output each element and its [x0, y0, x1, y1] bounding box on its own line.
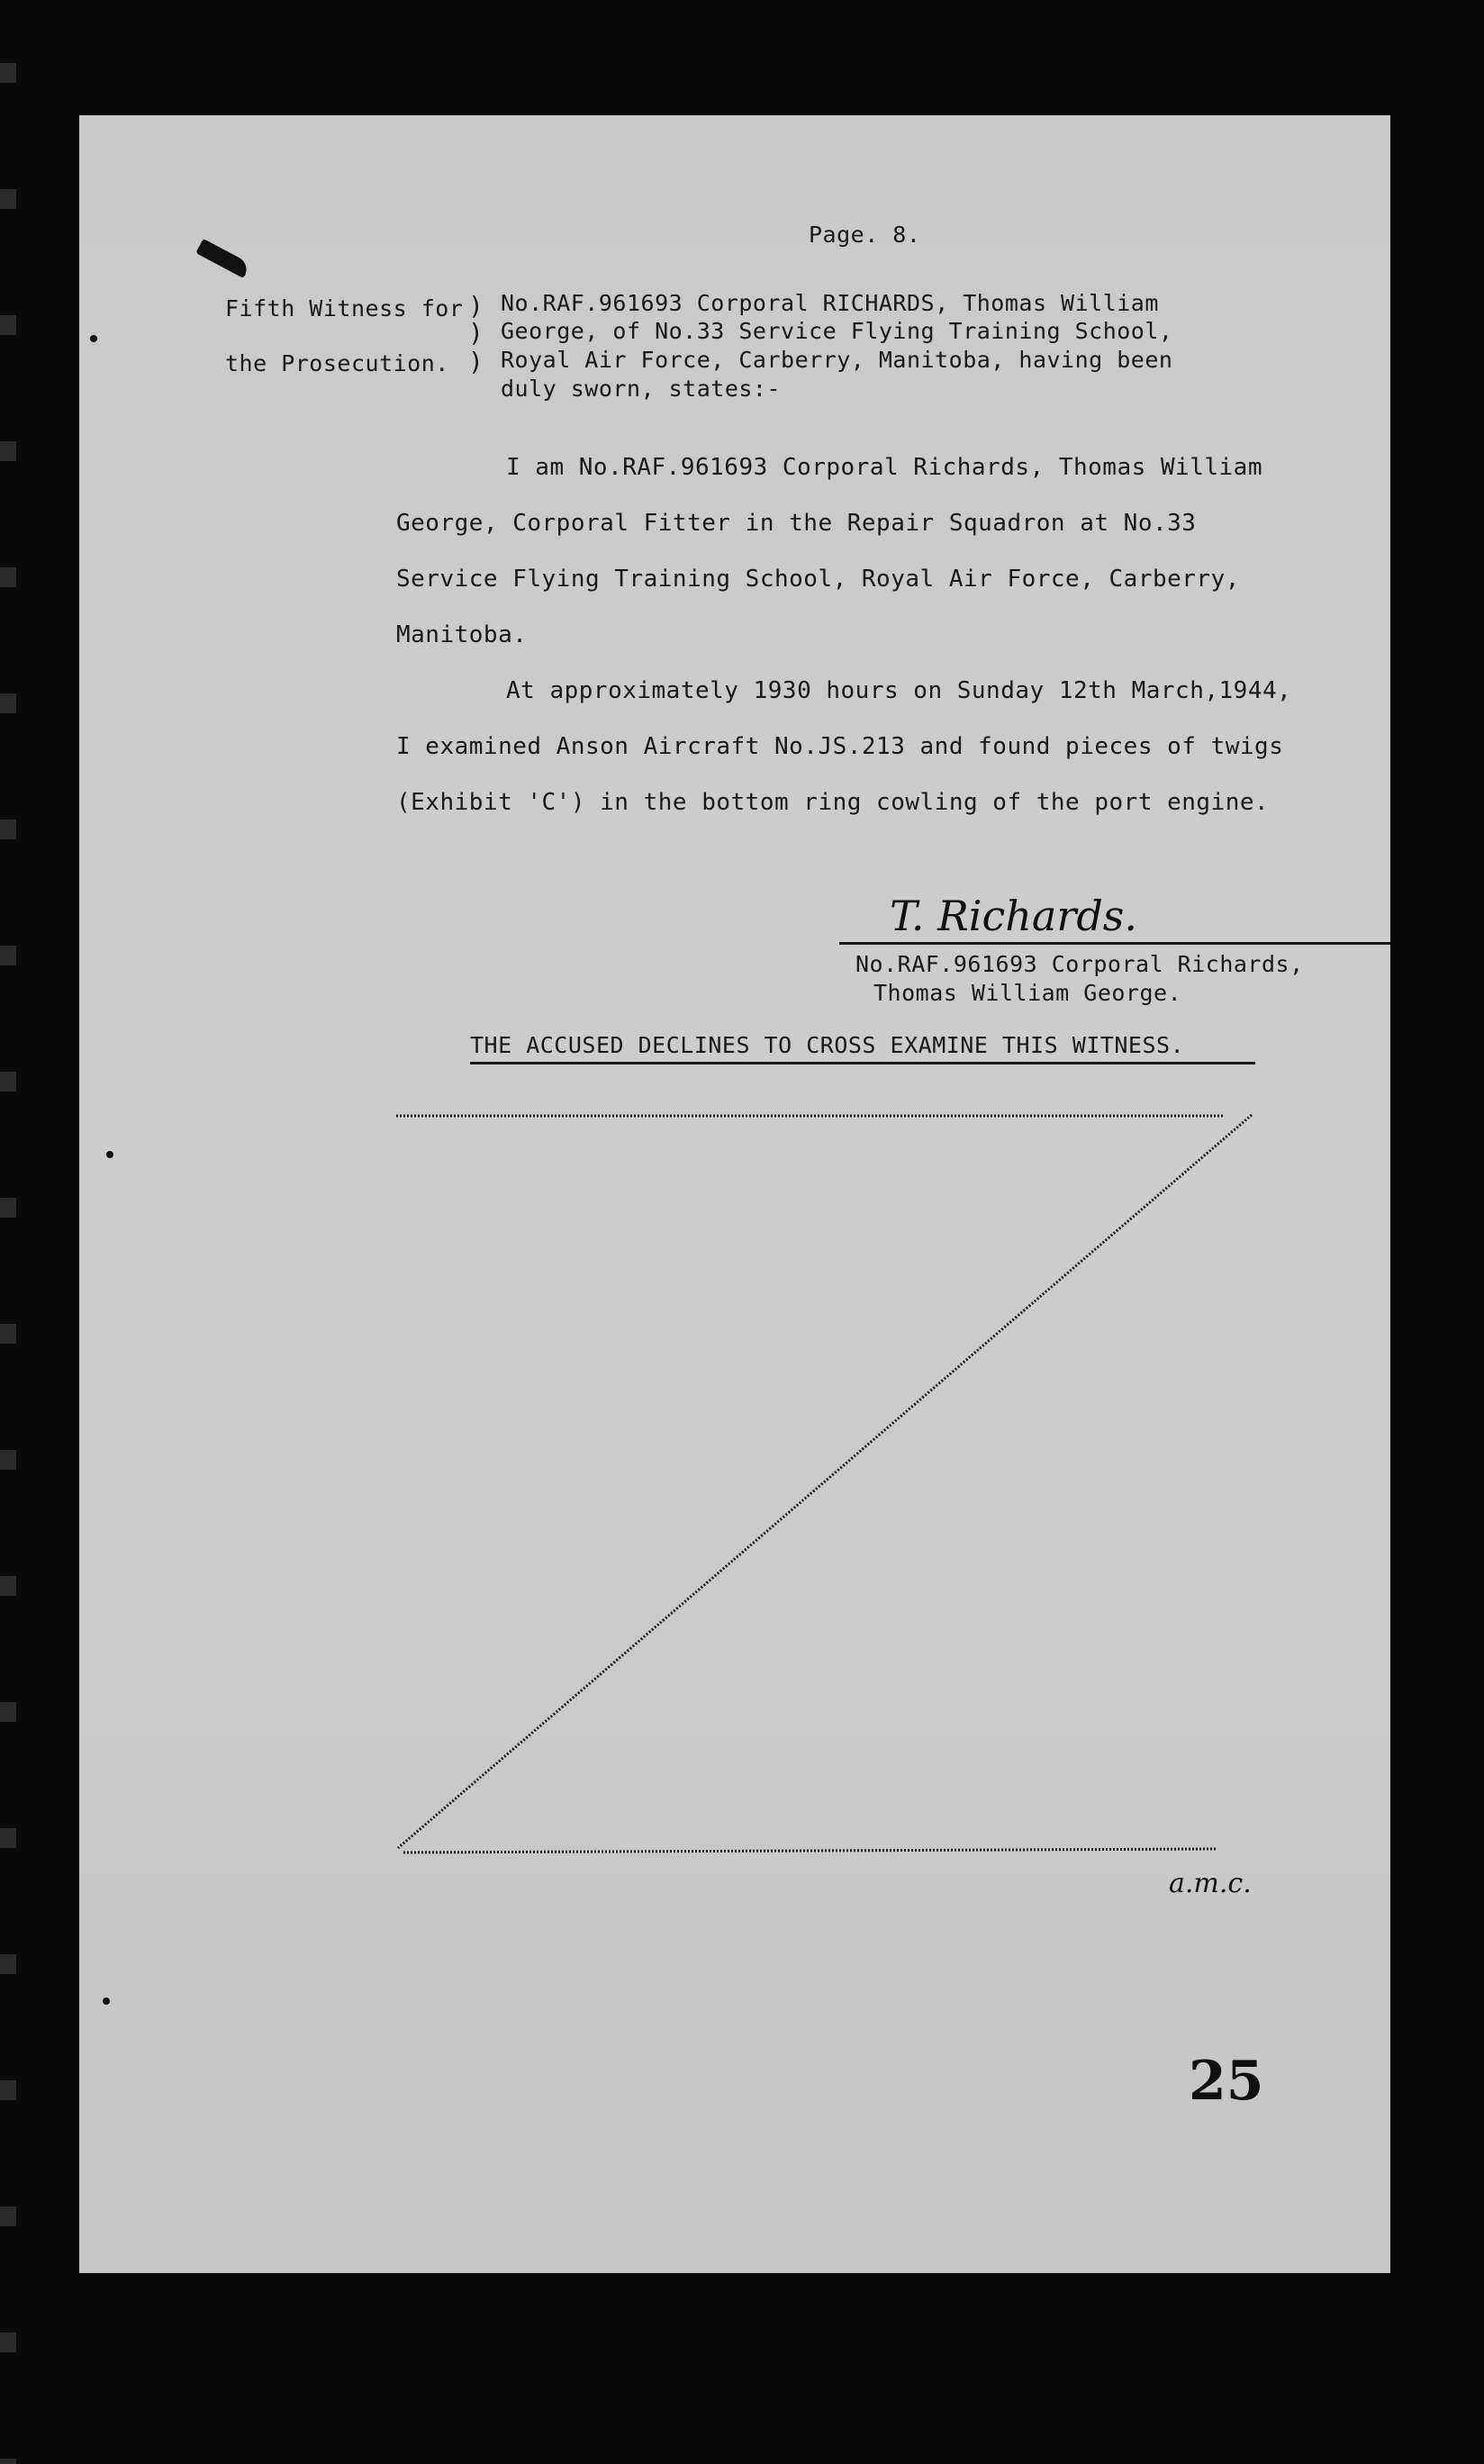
folio-number: 25: [1189, 2050, 1264, 2113]
stray-dot: [103, 1997, 110, 2005]
statement-p1-line-2: George, Corporal Fitter in the Repair Squadron at No.33: [396, 510, 1197, 537]
statement-p2-line-2: I examined Anson Aircraft No.JS.213 and found pieces of twigs: [396, 733, 1284, 760]
signatory-line-1: No.RAF.961693 Corporal Richards,: [855, 951, 1304, 977]
statement-p1-line-1: I am No.RAF.961693 Corporal Richards, Thomas William: [506, 454, 1262, 481]
strike-diagonal-line: [398, 1115, 1252, 1848]
page-number: Page. 8.: [809, 222, 921, 248]
handwritten-initials: a.m.c.: [1169, 1868, 1252, 1899]
handwritten-signature: T. Richards.: [890, 892, 1137, 940]
witness-description-line-2: George, of No.33 Service Flying Training School,: [501, 318, 1173, 344]
stray-dot: [90, 335, 97, 342]
statement-p1-line-4: Manitoba.: [396, 621, 528, 648]
witness-description-line-3: Royal Air Force, Carberry, Manitoba, having been: [501, 347, 1173, 373]
cross-examination-notice: THE ACCUSED DECLINES TO CROSS EXAMINE THIS WITNESS.: [470, 1032, 1185, 1058]
film-edge: [0, 0, 16, 2464]
statement-p2-line-3: (Exhibit 'C') in the bottom ring cowling of the port engine.: [396, 789, 1270, 816]
strike-bottom-line: [403, 1849, 1216, 1853]
blank-space-strike: [79, 115, 1390, 2273]
witness-description-line-4: duly sworn, states:-: [501, 376, 782, 402]
brace-mark-3: ): [468, 347, 484, 376]
statement-p1-line-3: Service Flying Training School, Royal Air Force, Carberry,: [396, 566, 1240, 593]
witness-label-line-2: the Prosecution.: [225, 350, 449, 376]
stray-dot: [106, 1151, 113, 1158]
witness-description-line-1: No.RAF.961693 Corporal RICHARDS, Thomas William: [501, 290, 1159, 316]
document-page: [79, 115, 1390, 2273]
brace-mark-1: ): [468, 291, 484, 321]
brace-mark-2: ): [468, 318, 484, 348]
witness-label-line-1: Fifth Witness for: [225, 295, 464, 322]
statement-p2-line-1: At approximately 1930 hours on Sunday 12th March,1944,: [506, 677, 1292, 704]
signatory-line-2: Thomas William George.: [873, 980, 1182, 1006]
